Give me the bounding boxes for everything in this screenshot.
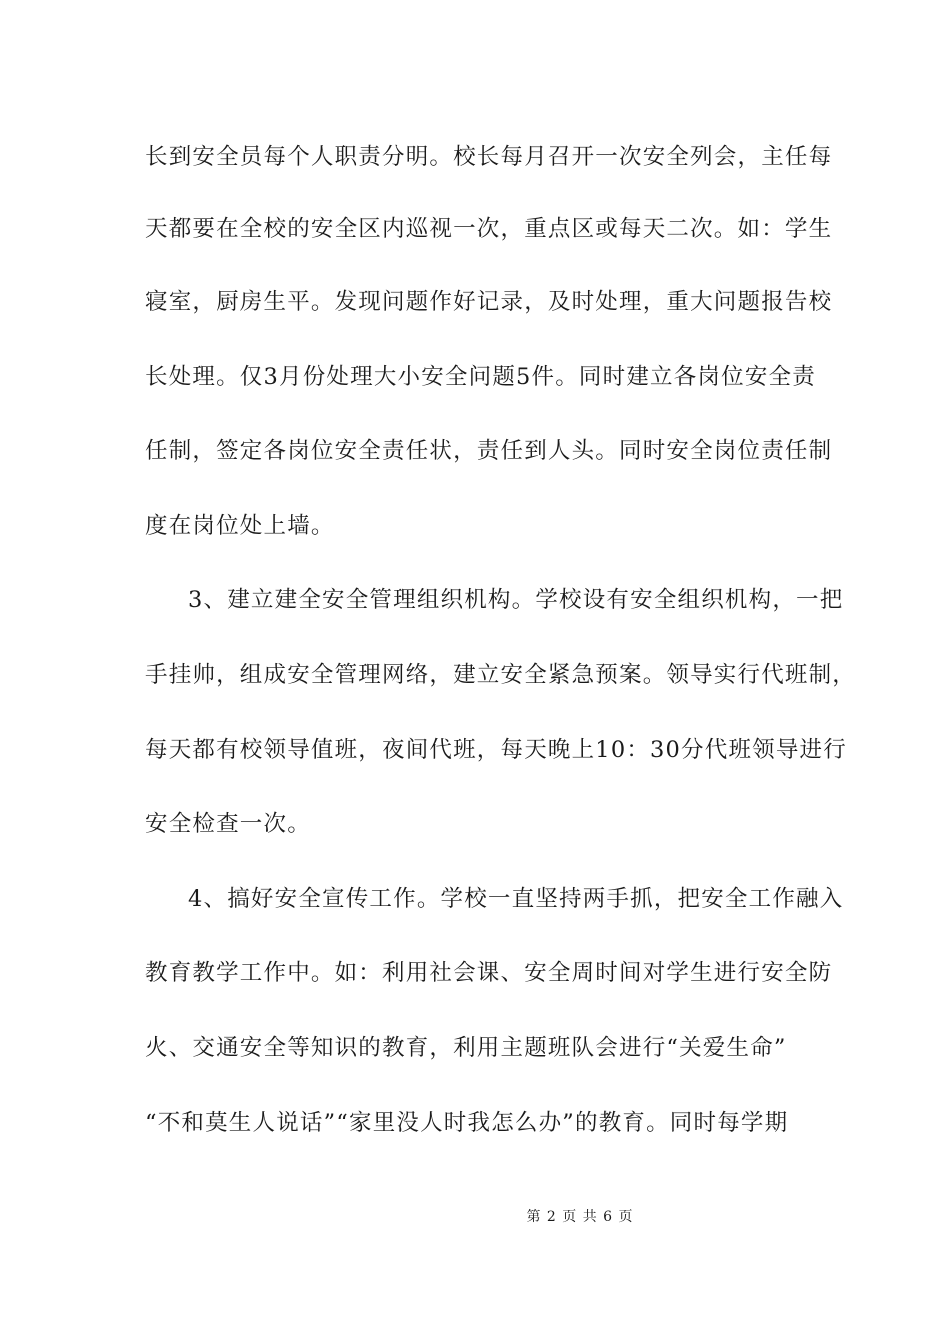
paragraph-line: 长处理。仅3月份处理大小安全问题5件。同时建立各岗位安全责	[145, 364, 816, 390]
page-footer: 第 2 页 共 6 页	[526, 1209, 634, 1225]
paragraph-line: 手挂帅，组成安全管理网络，建立安全紧急预案。领导实行代班制，	[145, 662, 857, 688]
paragraph-line: 教育教学工作中。如：利用社会课、安全周时间对学生进行安全防	[145, 960, 833, 986]
paragraph-line: “不和莫生人说话”“家里没人时我怎么办”的教育。同时每学期	[145, 1110, 789, 1136]
paragraph-line: 火、交通安全等知识的教育，利用主题班队会进行“关爱生命”	[145, 1035, 787, 1061]
paragraph-line: 天都要在全校的安全区内巡视一次，重点区或每天二次。如：学生	[145, 216, 833, 242]
paragraph-line: 寝室，厨房生平。发现问题作好记录，及时处理，重大问题报告校	[145, 289, 833, 315]
paragraph-line: 每天都有校领导值班，夜间代班，每天晚上10：30分代班领导进行	[145, 737, 847, 763]
paragraph-line: 度在岗位处上墙。	[145, 513, 335, 539]
paragraph-line: 任制，签定各岗位安全责任状，责任到人头。同时安全岗位责任制	[145, 438, 833, 464]
paragraph-line: 3、建立建全安全管理组织机构。学校设有安全组织机构，一把	[188, 587, 844, 613]
paragraph-line: 4、搞好安全宣传工作。学校一直坚持两手抓，把安全工作融入	[188, 886, 844, 912]
paragraph-line: 安全检查一次。	[145, 811, 311, 837]
paragraph-line: 长到安全员每个人职责分明。校长每月召开一次安全列会，主任每	[145, 144, 833, 170]
